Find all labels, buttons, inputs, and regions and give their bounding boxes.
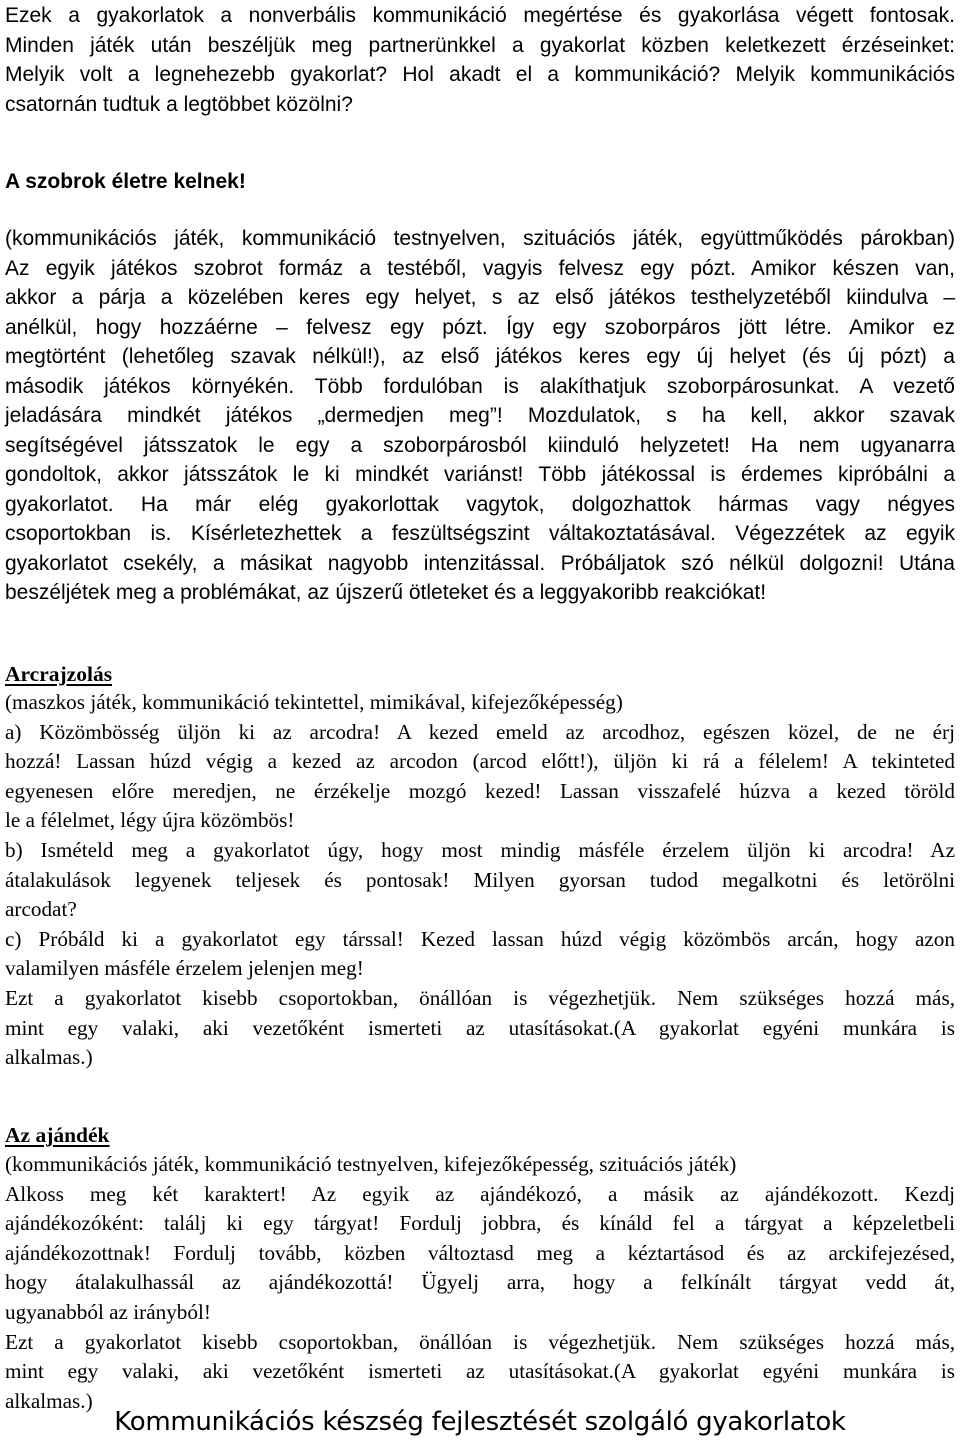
body-line: (maszkos játék, kommunikáció tekintettel, mimikával, kifejezőképesség)	[5, 690, 623, 714]
body-line: (kommunikációs játék, kommunikáció testnyelven, kifejezőképesség, szituációs játék)	[5, 1152, 737, 1176]
body-line: egyenesen előre meredjen, ne érzékelje mozgó kezed! Lassan visszafelé húzva a kezed töröld	[5, 778, 955, 803]
body-line: Alkoss meg két karaktert! Az egyik az ajándékozó, a másik az ajándékozott. Kezdj	[5, 1181, 955, 1206]
intro-line: csatornán tudtuk a legtöbbet közölni?	[5, 92, 353, 116]
body-line: gyakorlatot. Ha már elég gyakorlottak vagytok, dolgozhattok hármas vagy négyes	[5, 492, 955, 516]
body-line: ajándékozottnak! Fordulj tovább, közben változtasd meg a kéztartásod és az arckifejezésed,	[5, 1240, 955, 1265]
body-line: gyakorlatot csekély, a másikat nagyobb intenzitással. Próbáljatok szó nélkül dolgozni! Utána	[5, 551, 955, 575]
section-title-ajandek: Az ajándék	[5, 1123, 110, 1147]
section-ajandek-body	[5, 1150, 955, 1416]
body-line: alkalmas.)	[5, 1045, 93, 1070]
footer-title: Kommunikációs készség fejlesztését szolgáló gyakorlatok	[114, 1407, 846, 1437]
body-line: csoportokban is. Kísérletezhettek a feszültségszint váltakoztatásával. Végezzétek az egyik	[5, 522, 955, 545]
body-line: mint egy valaki, aki vezetőként ismerteti az utasításokat.(A gyakorlat egyéni munkára is	[5, 1359, 955, 1384]
body-line: Az egyik játékos szobrot formáz a testéből, vagyis felvesz egy pózt. Amikor készen van,	[5, 256, 955, 280]
body-line: valamilyen másféle érzelem jelenjen meg!	[5, 956, 364, 981]
body-line: alkalmas.)	[5, 1388, 93, 1413]
body-line: arcodat?	[5, 897, 77, 922]
body-line: jeladására mindkét játékos „dermedjen meg”! Mozdulatok, s ha kell, akkor szavak	[5, 404, 955, 427]
body-line: mint egy valaki, aki vezetőként ismerteti az utasításokat.(A gyakorlat egyéni munkára is	[5, 1015, 955, 1040]
body-line: segítségével játsszatok le egy a szoborpárosból kiinduló helyzetet! Ha nem ugyanarra	[5, 433, 955, 457]
body-line: b) Ismételd meg a gyakorlatot úgy, hogy most mindig másféle érzelem üljön ki arcodra! Az	[5, 837, 955, 862]
body-line: Ezt a gyakorlatot kisebb csoportokban, önállóan is végezhetjük. Nem szükséges hozzá más,	[5, 1329, 955, 1354]
section-szobrok-body	[5, 224, 955, 608]
body-line: átalakulások legyenek teljesek és pontosak! Milyen gyorsan tudod megalkotni és letörölni	[5, 867, 955, 892]
body-line: a) Közömbösség üljön ki az arcodra! A kezed emeld az arcodhoz, egészen közel, de ne érj	[5, 719, 955, 744]
body-line: anélkül, hogy hozzáérne – felvesz egy pózt. Így egy szoborpáros jött létre. Amikor ez	[5, 315, 955, 339]
section-arcrajzolas-body	[5, 688, 955, 1073]
body-line: (kommunikációs játék, kommunikáció testnyelven, szituációs játék, együttműködés párokban)	[5, 227, 955, 250]
intro-paragraph	[5, 1, 955, 119]
section-title-arcrajzolas: Arcrajzolás	[5, 662, 113, 686]
body-line: hozzá! Lassan húzd végig a kezed az arcodon (arcod előtt!), üljön ki rá a félelem! A tekinteted	[5, 749, 955, 774]
intro-line: Ezek a gyakorlatok a nonverbális kommunikáció megértése és gyakorlása végett fontosak.	[5, 4, 955, 27]
body-line: gondoltok, akkor játsszátok le ki mindkét variánst! Több játékossal is érdemes kipróbálni a	[5, 463, 955, 486]
body-line: hogy átalakulhassál az ajándékozottá! Ügyelj arra, hogy a felkínált tárgyat vedd át,	[5, 1270, 955, 1295]
intro-line: Melyik volt a legnehezebb gyakorlat? Hol akadt el a kommunikáció? Melyik kommunikációs	[5, 63, 955, 86]
intro-line: Minden játék után beszéljük meg partnerünkkel a gyakorlat közben keletkezett érzéseinket:	[5, 33, 955, 57]
body-line: le a félelmet, légy újra közömbös!	[5, 808, 295, 833]
body-line: ugyanabból az irányból!	[5, 1299, 211, 1324]
section-title-szobrok: A szobrok életre kelnek!	[5, 170, 246, 193]
body-line: beszéljétek meg a problémákat, az újszerű ötleteket és a leggyakoribb reakciókat!	[5, 581, 767, 604]
body-line: megtörtént (lehetőleg szavak nélkül!), az első játékos keres egy új helyet (és új pózt) a	[5, 345, 955, 368]
body-line: ajándékozóként: találj ki egy tárgyat! Fordulj jobbra, és kínáld fel a tárgyat a képzeletbeli	[5, 1211, 955, 1236]
body-line: c) Próbáld ki a gyakorlatot egy társsal! Kezed lassan húzd végig közömbös arcán, hogy azon	[5, 926, 955, 951]
body-line: Ezt a gyakorlatot kisebb csoportokban, önállóan is végezhetjük. Nem szükséges hozzá más,	[5, 985, 955, 1010]
body-line: második játékos környékén. Több fordulóban is alakíthatjuk szoborpárosunkat. A vezető	[5, 374, 955, 398]
body-line: akkor a párja a közelében keres egy helyet, s az első játékos testhelyzetéből kiindulva –	[5, 286, 955, 309]
